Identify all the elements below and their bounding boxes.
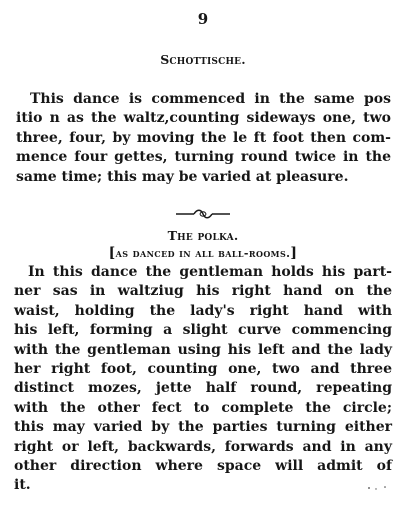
paragraph-line: ner sas in waltziug his right hand on the	[14, 283, 392, 300]
schottische-paragraph	[16, 90, 391, 187]
polka-subtitle	[0, 245, 406, 261]
paragraph-line: mence four gettes, turning round twice in the	[16, 149, 391, 166]
bracket-open: [	[108, 245, 116, 261]
paragraph-line: other direction where space will admit of	[14, 458, 392, 475]
paragraph-line: his left, forming a slight curve commencing	[14, 322, 392, 339]
paragraph-line: waist, holding the lady's right hand with	[14, 302, 392, 319]
paragraph-line: with the other fect to complete the circle;	[14, 399, 392, 416]
paragraph-line: it.	[14, 477, 31, 494]
subtitle-text: as danced in all ball-rooms.	[115, 247, 291, 260]
polka-paragraph	[14, 263, 392, 496]
section-title-schottische: Schottische.	[160, 52, 246, 67]
paragraph-line: right or left, backwards, forwards and in any	[14, 438, 392, 455]
section-title-polka: The polka.	[167, 228, 239, 243]
paragraph-line: this may varied by the parties turning either	[14, 419, 392, 436]
paragraph-line: with the gentleman using his left and the lady	[14, 341, 392, 358]
paragraph-line: same time; this may be varied at pleasure.	[16, 168, 349, 185]
paragraph-line: her right foot, counting one, two and three	[14, 361, 392, 378]
paragraph-line: three, four, by moving the le ft foot then com-	[16, 129, 391, 146]
paragraph-line: distinct mozes, jette half round, repeating	[14, 380, 392, 397]
bracket-close: ]	[290, 245, 298, 261]
print-speck-marks	[366, 484, 390, 492]
ornamental-rule-icon	[174, 207, 232, 221]
page-number: 9	[197, 10, 209, 28]
paragraph-line: This dance is commenced in the same pos	[30, 91, 391, 107]
paragraph-line: itio n as the waltz,counting sideways one, two	[16, 110, 391, 127]
paragraph-line: In this dance the gentleman holds his part-	[28, 264, 392, 280]
